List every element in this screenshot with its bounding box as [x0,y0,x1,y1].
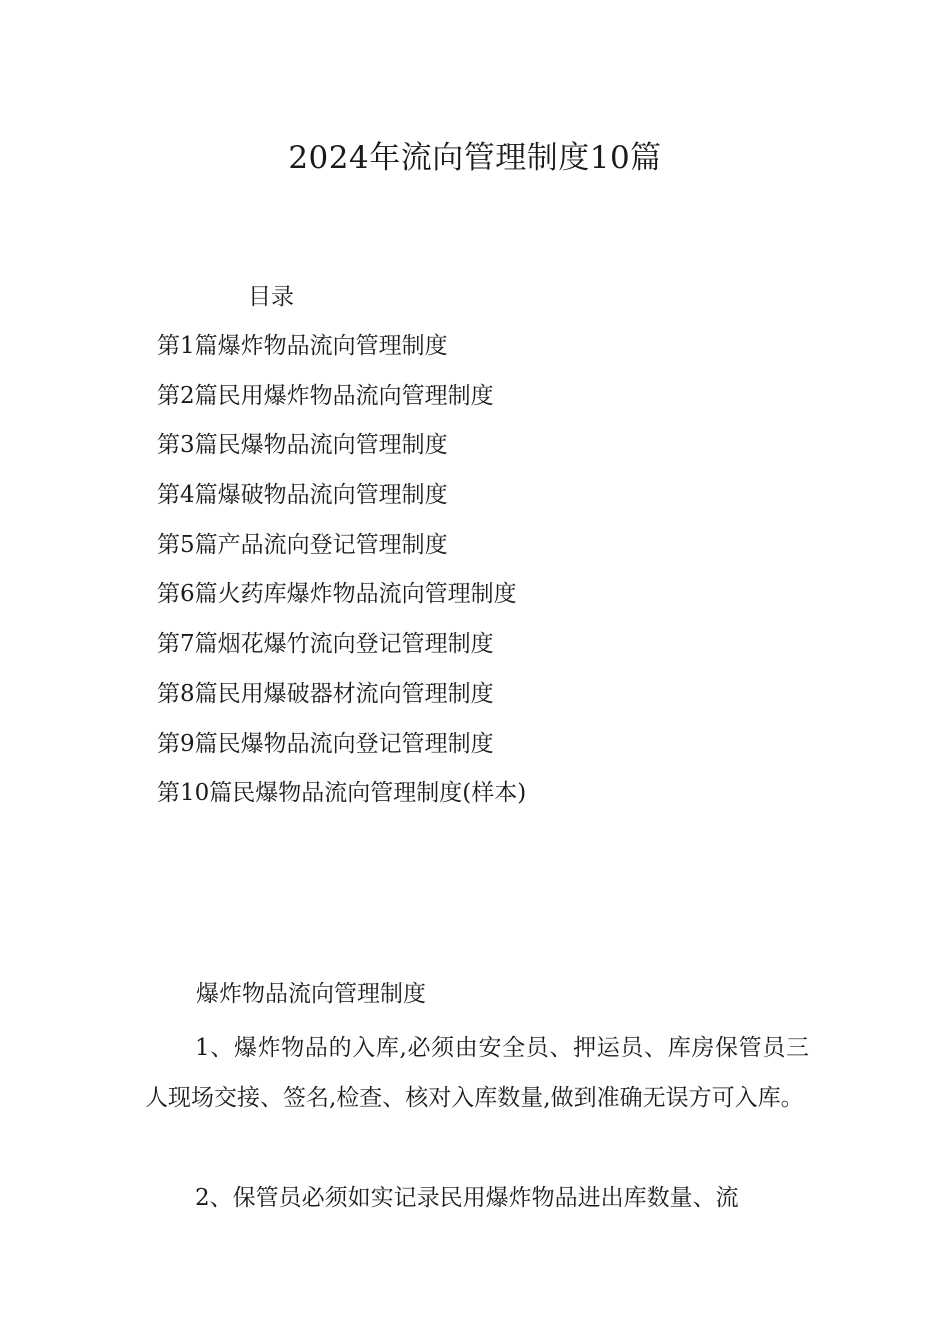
toc-item-2: 第2篇民用爆炸物品流向管理制度 [157,382,494,409]
toc-item-9: 第9篇民爆物品流向登记管理制度 [157,730,494,757]
toc-item-10: 第10篇民爆物品流向管理制度(样本) [157,780,527,807]
toc-item-3: 第3篇民爆物品流向管理制度 [157,432,448,459]
toc-item-5: 第5篇产品流向登记管理制度 [157,531,448,558]
toc-item-6: 第6篇火药库爆炸物品流向管理制度 [157,581,517,608]
body-paragraph-2: 2、保管员必须如实记录民用爆炸物品进出库数量、流 [195,1185,739,1211]
toc-item-8: 第8篇民用爆破器材流向管理制度 [157,680,494,707]
toc-item-7: 第7篇烟花爆竹流向登记管理制度 [157,631,494,658]
document-title: 2024年流向管理制度10篇 [288,140,662,176]
toc-item-1: 第1篇爆炸物品流向管理制度 [157,333,448,359]
toc-item-4: 第4篇爆破物品流向管理制度 [157,482,448,509]
body-paragraph-1: 1、爆炸物品的入库,必须由安全员、押运员、库房保管员三人现场交接、签名,检查、核对入库数量,做到准确无误方可入库。 [145,1035,809,1111]
table-of-contents [157,328,526,825]
toc-heading: 目录 [248,284,294,310]
section-heading: 爆炸物品流向管理制度 [196,981,426,1007]
